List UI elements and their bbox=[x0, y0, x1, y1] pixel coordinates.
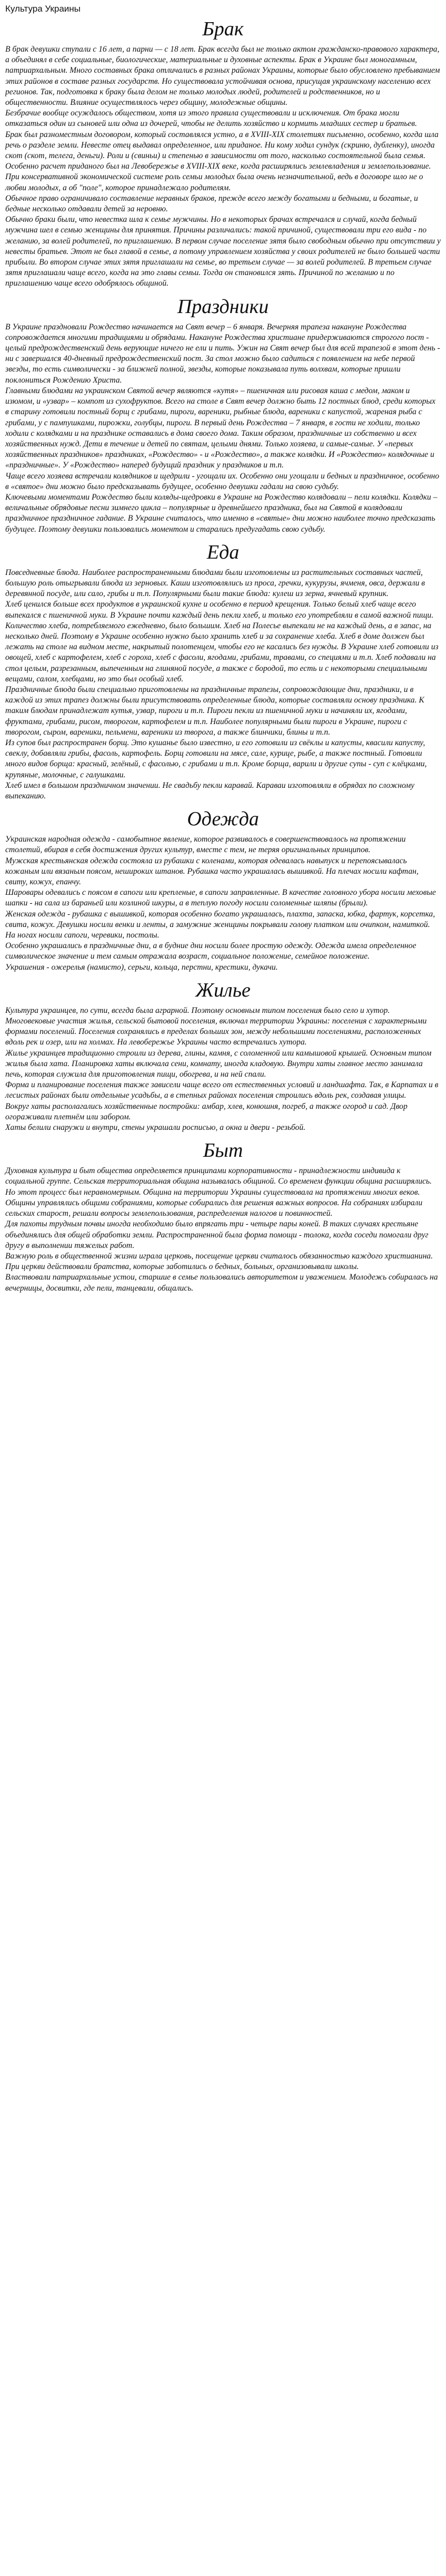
paragraph: Шаровары одевались с поясом в сапоги или крепленые, в сапоги заправленные. В качестве головного убора носили меховые шапки - на сала из бараньей или козлиной шкуры, а в теплую погоду носили соломенные шляпы (брыли). bbox=[5, 888, 436, 908]
paragraph: Духовная культура и быт общества определяется принципами корпоративности - принадлежности индивида к социальной группе. Сельская территориальная община называлась общиной. Со временем функции община расширялись. Но этот процесс был неравномерным. Община на территории Украины существовала на протяжении многих веков. bbox=[5, 1166, 432, 1197]
paragraph: Ключевыми моментами Рождество были коляды-щедровки в Украине на Рождество колядовали – пели колядки. Колядки – величальные обрядовые песни зимнего цикла – популярные и древнейшего праздника, был на Святой в колядовали праздничное праздничное гадание. В Украине считалось, что именно в «святые» дни можно наиболее точно предсказать будущее. Поэтому девушки пользовались моментом и старались предугадать свою судьбу. bbox=[5, 492, 438, 534]
paragraph: Для пахоты трудным почвы иногда необходимо было впрягать три - четыре пары коней. В таких случаях крестьяне объединялись для общей обработки земли. Распространенной была форма помощи - толока, когда соседи помогали друг другу в выполнении тяжелых работ. bbox=[5, 1219, 429, 1250]
section-title: Одежда bbox=[187, 808, 259, 831]
paragraph: Чаще всего хозяева встречали колядников и щедрили - угощали их. Особенно они угощали и бедных и праздничное, особенно в «святое» дни можно было предсказывать будущее, особенно девушки гадали на свою судьбу. bbox=[5, 471, 440, 491]
section-title: Еда bbox=[206, 541, 240, 563]
paragraph: Форма и планирование поселения также зависели чаще всего от естественных условий и ландшафта. Так, в Карпатах и в лесистых районах были отдельные усадьбы, а в степных районах поселения строились вдоль рек, создавая улицы. bbox=[5, 1080, 439, 1100]
section-title: Жилье bbox=[195, 979, 251, 1001]
section-housing bbox=[5, 978, 441, 1133]
paragraph: Мужская крестьянская одежда состояла из рубашки с коленами, которая одевалась навыпуск и перепоясывалась кожаным или вязаным поясом, нешироких штанов. Рубашка часто украшалась вышивкой. На плечах носили кафтан, свиту, кожух, епанчу. bbox=[5, 856, 419, 887]
paragraph: Безбрачие вообще осуждалось обществом, хотя из этого правила существовали и исключения. От брака могли отказаться один из сыновей или одна из дочерей, чтобы не делить хозяйство и кормить младших сестер и братьев. bbox=[5, 109, 417, 129]
paragraph: Культура украинцев, по сути, всегда была аграрной. Поэтому основным типом поселения было село и хутор. Многовековые участия жилья, сельской бытовой поселения, включал территории Украины: поселения с характерными формами поселений. Поселения сохранялись в пределах больших зон, между небольшими поселениями, расположенных вдоль рек и озер, или на холмах. На левобережье Украины часто встречались хутора. bbox=[5, 1006, 427, 1047]
paragraph: Украшения - ожерелья (намисто), серьги, кольца, перстни, крестики, дукачи. bbox=[5, 962, 278, 972]
paragraph: Обычно браки были, что невестка шла к семье мужчины. Но в некоторых брачах встречался и случай, когда бедный мужчина шел в семью женщины для принятия. Причины различались: такой причиной, существовали три его вида - по желанию, за волей родителей, по приглашению. В первом случае поселение зятя было свободным обычно при отсутствии у невесты братьев. Этот не был главой в семье, а потому управлением хозяйства у своих родителей не было большей части прибыли. Во втором случае этих зятя приглашали на семье, во третьем случае — за волей родителей. В третьем случае зятя приглашали чаще всего, когда на это главы семьи. Тогда он становился зять. Причиной по желанию и по приглашению чаще всего одобрялось общиной. bbox=[5, 215, 441, 288]
paragraph: Особенно украшались в праздничные дни, а в будние дни носили более простую одежду. Одежда имела определенное символическое значение и тем самым отражала возраст, социальное положение, семейное положение. bbox=[5, 941, 417, 961]
paragraph: Обычное право ограничивало составление неравных браков, прежде всего между богатыми и бедными, и богатые, и бедные несколько отдавали детей за неровню. bbox=[5, 193, 418, 214]
section-marriage bbox=[5, 17, 441, 289]
paragraph: Повседневные блюда. Наиболее распространенными блюдами были изготовлены из растительных составных частей, большую роль отыгрывали блюда из зерновых. Каши изготовлялись из проса, гречки, кукурузы, ячменя, овса, держали в деревянной посуде, или сало, грибы и т.п. Популярными были такие блюда: кулеш из зерна, ячневый крупник. bbox=[5, 568, 425, 599]
section-clothing bbox=[5, 807, 441, 973]
section-food bbox=[5, 540, 441, 802]
paragraph: Украинская народная одежда - самобытное явление, которое развивалось в совершенствовалось на протяжении столетий, вбирая в себя достижения других культур, вместе с тем, не теряя оригинальных принципов. bbox=[5, 835, 406, 855]
paragraph: Хлеб ценился больше всех продуктов в украинской кухне и особенно в период крещения. Только белый хлеб чаще всего выпекался с пшеничной муки. В Украине почти каждый день пекли хлеб, и только его употребляли в самой важной пищи. Количество хлеба, потребляемого ежедневно, было большим. Хлеб на Полесье выпекали не на каждый день, а в запас, на несколько дней. Поэтому в Украине особенно нужно было хранить хлеб и за сохранение хлеба. Хлеб в доме должен был лежать на столе на видном месте, накрытый полотенцем, чтобы его не касались без нужды. В Украине хлеб готовили из овощей, хлеб с картофелем, хлеб с гороха, хлеб с фасоли, ягодами, грибами, травами, со специями и т.п. Хлеб подавали на стол целым, разрезанным, выпеченным на глиняной посуде, а также с бородой, то есть и с некоторыми специальными вещами, салом, хлебцами, но это был особый хлеб. bbox=[5, 600, 439, 684]
document-title: Культура Украины bbox=[5, 4, 81, 14]
paragraph: В брак девушки ступали с 16 лет, а парни — с 18 лет. Брак всегда был не только актом гражданско-правового характера, а объединял в себе социальные, биологические, материальные и духовные аспекты. Брак в Украине был моногамным, патриархальным. Много составных брака отличались в разных районах Украины, которые было обусловлено пребыванием этих районов в составе разных государств. Но существовала устойчивая основа, присущая украинскому населению всех регионов. Так, подготовка к браку была делом не только молодых людей, родителей и родственников, но и общественности. Влияние осуществлялось через общину, молодежные общины. bbox=[5, 45, 440, 108]
paragraph: Общины управлялись общими собраниями, которые собирались для решения важных вопросов. На собраниях избирали сельских старост, решали вопросы землепользования, распределения налогов и повинностей. bbox=[5, 1198, 423, 1218]
section-title: Праздники bbox=[177, 295, 269, 318]
paragraph: Брак был разноместным договором, который составлялся устно, а в XVIII-XIX столетиях письменно, особенно, когда шла речь о разделе земли. Невесте отец выдавал определенное, или приданое. Ни кому ходил сундук (скриню, дубленку), иногда скот (скот, телега, деньги). Роли и (свиньи) и степенью в зависимости от того, насколько состоятельной была семья. Особенно расчет приданого был на Левобережье в XVIII-XIX веке, когда расширялись землевладения и землепользование. При консервативной экономической системе роль семьи молодых была очень незначительной, ведь в договоре шло не о любви молодых, а об "поле", которое принадлежало родителям. bbox=[5, 130, 439, 192]
section-title: Брак bbox=[202, 18, 244, 40]
paragraph: Праздничные блюда были специально приготовлены на праздничные трапезы, сопровождающие дни, праздники, и в каждой из этих трапез должны были присутствовать определенные блюда, которые составляли основу праздника. К таким блюдам принадлежат кутья, узвар, пироги и т.п. Пироги пекли из пшеничной муки и начиняли их, ягодами, фруктами, грибами, рисом, творогом, картофелем и т.п. Наиболее популярными были пироги в Украине, пироги с творогом, сыром, вареники, пельмени, вареники из творога, а также блинчики, блины и т.п. bbox=[5, 685, 424, 737]
section-daily-life bbox=[5, 1138, 441, 1293]
section-title: Быт bbox=[203, 1139, 243, 1162]
paragraph: Вокруг хаты располагались хозяйственные постройки: амбар, хлев, конюшня, погреб, а также огород и сад. Двор огораживали плетнём или забором. bbox=[5, 1101, 408, 1121]
paragraph: Жилье украинцев традиционно строили из дерева, глины, камня, с соломенной или камышовой крышей. Основным типом жилья была хата. Планировка хаты включала сени, комнату, иногда кладовую. Внутри хаты главное место занимала печь, которая служила для приготовления пищи, обогрева, и на ней спали. bbox=[5, 1048, 432, 1079]
paragraph: В Украине праздновали Рождество начинается на Свят вечер – 6 января. Вечерняя трапеза накануне Рождества сопровождается многими традициями и обрядами. Накануне Рождества христиане придерживаются строгого пост - целый предрождественский день верующие ничего не ели и пить. Ужин на Свят вечер был для всей трапезой в этот день - ни с завершался 40-дневный предрождественский пост. За стол можно было садиться с появлением на небе первой звезды, то есть символически - за ближней полной, звезды, которые показывала путь волхвам, которые пришли поклониться Рождению Христа. bbox=[5, 322, 440, 385]
paragraph: Властвовали патриархальные устои, старшие в семье пользовались авторитетом и уважением. Молодежь собиралась на вечерницы, досвитки, где пели, танцевали, общались. bbox=[5, 1273, 438, 1293]
paragraph: Главными блюдами на украинском Святой вечер являются «кутя» – пшеничная или рисовая каша с медом, маком и изюмом, и «узвар» – компот из сухофруктов. Всего на столе в Свят вечер должно быть 12 постных блюд, среди которых в старину готовили постный борщ с грибами, пироги, вареники, рыбные блюда, вареники с капустой, жареная рыба с грибами, у с пампушками, пирожки, голубцы, пироги. В первый день Рождества – 7 января, в гости не ходили, только ходили с колядками и на празднике оставались в дома своего дома. Таким образом, праздничные из собственно и всех хозяйственных нужд. Дети в течение и детей по святам, целыми днями. Только хозяева, и самые-самые. У «первых хозяйственных праздников» праздниках, «Рождество» - и «Рождество», а также колядки. И «Рождество» колядочные и «праздничные». У «Рождество» наперед будущий праздник у праздников и т.п. bbox=[5, 386, 435, 470]
paragraph: Важную роль в общественной жизни играла церковь, посещение церкви считалось обязанностью каждого христианина. При церкви действовали братства, которые заботились о бедных, больных, организовывали школы. bbox=[5, 1251, 433, 1272]
section-holidays bbox=[5, 295, 441, 535]
paragraph: Женская одежда - рубашка с вышивкой, которая особенно богато украшалась, плахта, запаска, юбка, фартук, корсетка, свита, кожух. Девушки носили венки и ленты, а замужние женщины покрывали голову платком или очипком, намиткой. На ногах носили сапоги, черевики, постолы. bbox=[5, 909, 435, 940]
paragraph: Хлеб имел в большом праздничном значении. Не свадьбу пекли каравай. Караваи изготовляли в обрядах по сложному выпеканию. bbox=[5, 780, 415, 801]
paragraph: Из супов был распространен борщ. Это кушанье было известно, и его готовили из свёклы и капусты, квасили капусту, свеклу, добавляли грибы, фасоль, картофель. Борщ готовили на мясе, сале, курице, рыбе, а также постный. Готовили много видов борща: красный, зелёный, с фасолью, с грибами и т.п. Кроме борща, варили и другие супы - суп с клёцками, крупяные, молочные, с галушками. bbox=[5, 738, 427, 779]
paragraph: Хаты белили снаружи и внутри, стены украшали росписью, а окна и двери - резьбой. bbox=[5, 1123, 306, 1133]
